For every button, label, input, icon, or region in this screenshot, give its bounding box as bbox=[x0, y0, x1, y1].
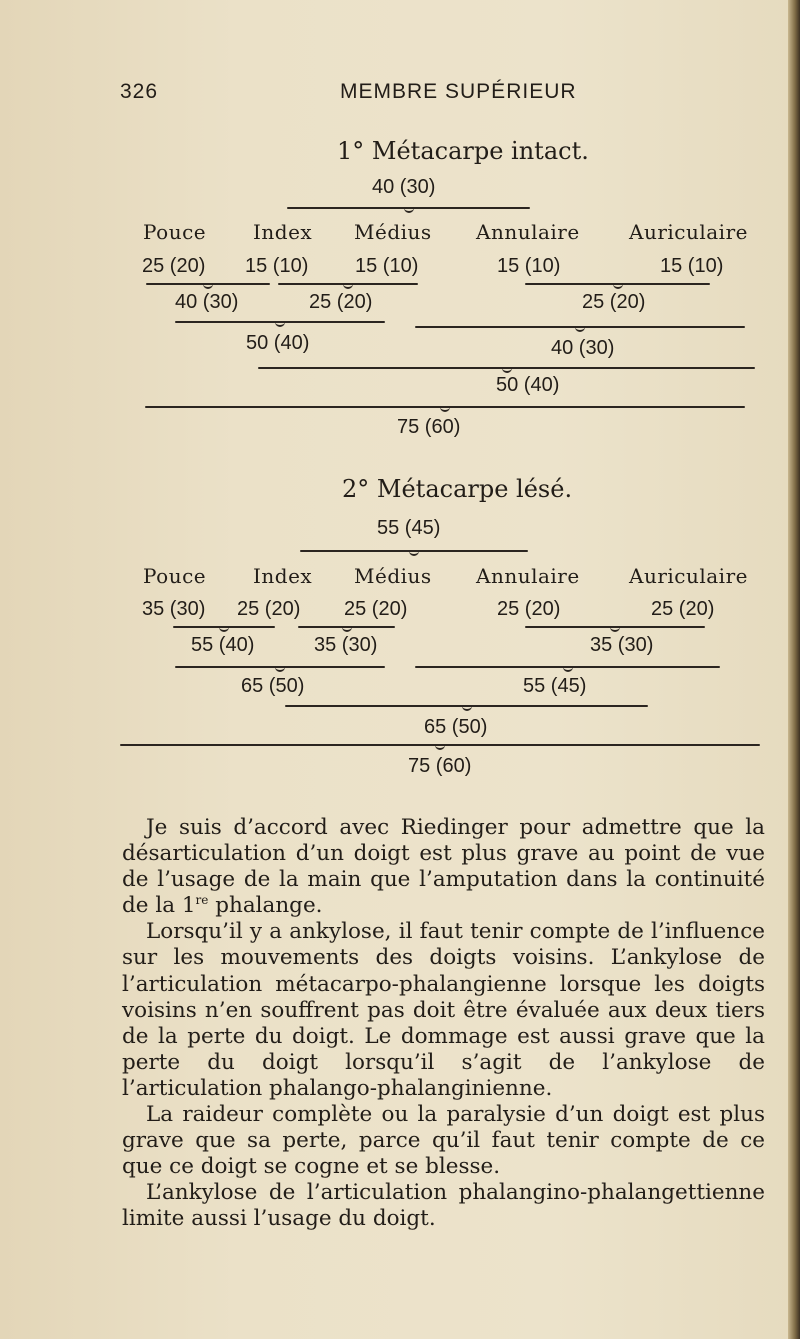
s2-group-left: 65 (50) bbox=[241, 675, 305, 697]
s1-col-index: Index bbox=[253, 220, 313, 244]
s2-col-pouce: Pouce bbox=[143, 564, 207, 588]
s1-brace-group-left bbox=[175, 319, 385, 325]
section2-title: 2° Métacarpe lésé. bbox=[342, 475, 573, 503]
section1-top-brace bbox=[287, 205, 530, 211]
s2-col-index: Index bbox=[253, 564, 313, 588]
section2-top-brace bbox=[300, 548, 528, 554]
running-head: MEMBRE SUPÉRIEUR bbox=[340, 80, 577, 103]
s2-col-medius: Médius bbox=[354, 564, 432, 588]
s2-sub-total: 65 (50) bbox=[424, 716, 488, 738]
paragraph-1: Je suis d’accord avec Riedinger pour admettre que la désarticulation d’un doigt est plus grave au point de vue de l’usage de la main que l’amputation dans la continuité de la 1re phalange. bbox=[122, 815, 765, 919]
paragraph-3: La raideur complète ou la paralysie d’un doigt est plus grave que sa perte, parce qu’il faut tenir compte de ce que ce doigt se cogne et se blesse. bbox=[122, 1102, 765, 1180]
s1-val-index: 15 (10) bbox=[245, 255, 309, 277]
s2-val-auriculaire: 25 (20) bbox=[651, 598, 715, 620]
s2-pair-left: 55 (40) bbox=[191, 634, 255, 656]
s1-pair-right: 25 (20) bbox=[582, 291, 646, 313]
s1-col-annulaire: Annulaire bbox=[476, 220, 580, 244]
paragraph-4: L’ankylose de l’articulation phalangino-phalangettienne limite aussi l’usage du doigt. bbox=[122, 1180, 765, 1232]
s2-pair-right: 35 (30) bbox=[590, 634, 654, 656]
s1-pair-left: 40 (30) bbox=[175, 291, 239, 313]
s1-sub-total: 50 (40) bbox=[496, 374, 560, 396]
s2-val-pouce: 35 (30) bbox=[142, 598, 206, 620]
s1-pair-mid: 25 (20) bbox=[309, 291, 373, 313]
s1-val-pouce: 25 (20) bbox=[142, 255, 206, 277]
body-text bbox=[122, 815, 765, 1233]
s2-brace-grand bbox=[120, 742, 760, 748]
s2-pair-mid: 35 (30) bbox=[314, 634, 378, 656]
s2-grand-total: 75 (60) bbox=[408, 755, 472, 777]
s1-col-medius: Médius bbox=[354, 220, 432, 244]
s2-brace-pouce-index bbox=[173, 624, 275, 630]
s1-val-auriculaire: 15 (10) bbox=[660, 255, 724, 277]
s1-brace-sub bbox=[258, 365, 755, 371]
s1-col-auriculaire: Auriculaire bbox=[629, 220, 748, 244]
s1-brace-pouce-index bbox=[146, 281, 270, 287]
section2-top-total: 55 (45) bbox=[377, 517, 441, 539]
s1-grand-total: 75 (60) bbox=[397, 416, 461, 438]
s2-val-annulaire: 25 (20) bbox=[497, 598, 561, 620]
paragraph-2: Lorsqu’il y a ankylose, il faut tenir compte de l’influence sur les mouvements des doigts voisins. L’ankylose de l’articulation métacarpo-phalangienne lorsque les doigts voisins n’en souffrent pas doit être évaluée aux deux tiers de la perte du doigt. Le dommage est aussi grave que la perte du doigt lorsqu’il s’agit de l’ankylose de l’articulation phalango-phalanginienne. bbox=[122, 919, 765, 1101]
s1-brace-grand bbox=[145, 404, 745, 410]
s1-val-annulaire: 15 (10) bbox=[497, 255, 561, 277]
s2-brace-group-right bbox=[415, 664, 720, 670]
page-number: 326 bbox=[120, 80, 159, 103]
s1-brace-group-right bbox=[415, 324, 745, 330]
s2-brace-index-medius bbox=[298, 624, 395, 630]
s1-brace-index-medius bbox=[278, 281, 418, 287]
s2-col-annulaire: Annulaire bbox=[476, 564, 580, 588]
s2-val-index: 25 (20) bbox=[237, 598, 301, 620]
s2-brace-annulaire-auriculaire bbox=[525, 624, 705, 630]
s2-brace-sub bbox=[285, 703, 648, 709]
page-binding-edge bbox=[788, 0, 800, 1339]
s2-group-right: 55 (45) bbox=[523, 675, 587, 697]
s1-col-pouce: Pouce bbox=[143, 220, 207, 244]
s1-group-left: 50 (40) bbox=[246, 332, 310, 354]
section1-top-total: 40 (30) bbox=[372, 176, 436, 198]
s2-brace-group-left bbox=[175, 664, 385, 670]
s2-val-medius: 25 (20) bbox=[344, 598, 408, 620]
s1-group-right: 40 (30) bbox=[551, 337, 615, 359]
s2-col-auriculaire: Auriculaire bbox=[629, 564, 748, 588]
s1-val-medius: 15 (10) bbox=[355, 255, 419, 277]
section1-title: 1° Métacarpe intact. bbox=[337, 137, 589, 165]
s1-brace-annulaire-auriculaire bbox=[525, 281, 710, 287]
